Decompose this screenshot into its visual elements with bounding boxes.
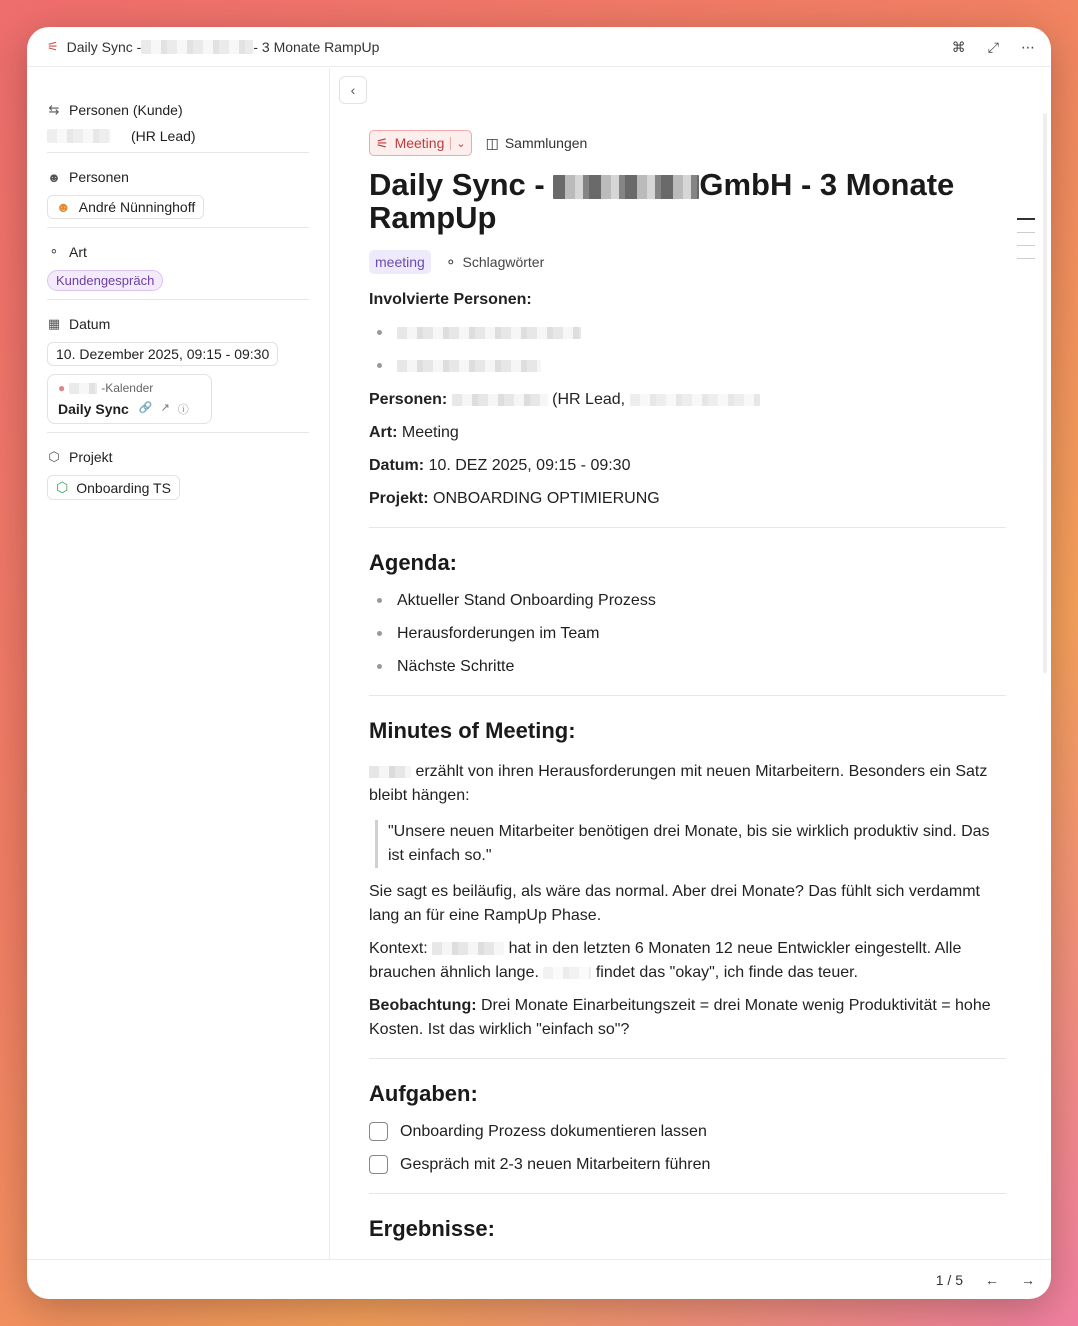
tasks-heading: Aufgaben: — [369, 1081, 478, 1106]
tags-label: Schlagwörter — [462, 254, 545, 270]
collections-label: Sammlungen — [504, 135, 588, 151]
field-value: 10. DEZ 2025, 09:15 - 09:30 — [428, 457, 631, 474]
calendar-event-card[interactable] — [47, 374, 212, 424]
link-icon[interactable]: 🔗 — [138, 402, 153, 414]
redacted-name — [630, 394, 760, 406]
paragraph-text: Drei Monate Einarbeitungszeit = drei Monate wenig Produktivität = hohe Kosten. Ist das wirklich "einfach so"? — [369, 997, 991, 1038]
cube-icon: ⬡ — [48, 449, 60, 464]
field-value: Meeting — [401, 424, 459, 441]
redacted-name — [141, 40, 253, 54]
divider — [369, 527, 1006, 528]
collapse-sidebar-button[interactable] — [339, 76, 367, 104]
prop-persons-customer — [47, 68, 309, 153]
expand-icon[interactable]: ⤢ — [987, 38, 999, 55]
footer-bar — [27, 1259, 1051, 1299]
list-item: Nächste Schritte — [369, 650, 1006, 683]
person-icon: ☻ — [56, 199, 71, 215]
redacted-name — [397, 327, 581, 339]
title-part: Daily Sync - — [369, 167, 554, 202]
info-icon[interactable]: ⓘ — [177, 404, 189, 416]
more-icon[interactable]: ⋯ — [1021, 38, 1035, 55]
redacted-name — [47, 129, 111, 143]
results-heading: Ergebnisse: — [369, 1216, 495, 1241]
divider — [369, 1058, 1006, 1059]
tag-icon: ⚬ — [444, 253, 457, 270]
observation-paragraph — [369, 994, 1006, 1042]
swap-icon: ⇆ — [48, 102, 60, 117]
paragraph-text: hat in den letzten 6 Monaten 12 neue Entwickler eingestellt. Alle brauchen ähnlich lange. — [369, 940, 962, 981]
tag-meeting[interactable]: meeting — [369, 250, 431, 274]
prop-label: Personen (Kunde) — [69, 102, 183, 118]
prop-label: Art — [69, 244, 87, 260]
field-label: Art: — [369, 424, 398, 441]
folder-icon: ◫ — [485, 134, 499, 151]
redacted-name — [452, 394, 548, 406]
calendar-source: -Kalender — [101, 381, 154, 395]
page-title[interactable] — [369, 168, 1006, 234]
persons-line — [369, 388, 1006, 412]
redacted-name — [69, 383, 97, 394]
paragraph-text: Kontext: — [369, 940, 433, 957]
task-item — [369, 1115, 1006, 1148]
field-value: ONBOARDING OPTIMIERUNG — [433, 490, 660, 507]
field-label: Personen: — [369, 391, 448, 408]
blockquote: "Unsere neuen Mitarbeiter benötigen drei Monate, bis sie wirklich produktiv sind. Das ist einfach so." — [375, 820, 1006, 868]
agenda-list — [369, 584, 1006, 683]
redacted-company — [553, 175, 699, 199]
note-window — [27, 27, 1051, 1299]
divider — [369, 695, 1006, 696]
prop-label: Personen — [69, 169, 129, 185]
project-name: Onboarding TS — [76, 479, 171, 496]
field-label: Projekt: — [369, 490, 429, 507]
collections-button[interactable] — [486, 135, 588, 152]
command-icon[interactable]: ⌘ — [951, 38, 966, 55]
task-item — [369, 1148, 1006, 1181]
prop-label: Projekt — [69, 449, 113, 465]
project-chip[interactable] — [47, 475, 180, 500]
date-field[interactable]: 10. Dezember 2025, 09:15 - 09:30 — [47, 342, 278, 366]
task-label: Onboarding Prozess dokumentieren lassen — [400, 1122, 707, 1140]
title-part: GmbH - 3 Monate — [699, 167, 955, 202]
person-chip[interactable] — [47, 195, 204, 219]
list-item — [369, 316, 1006, 349]
minutes-heading: Minutes of Meeting: — [369, 718, 576, 743]
divider — [369, 1193, 1006, 1194]
datum-line — [369, 454, 1006, 478]
window-title-prefix: Daily Sync - — [66, 38, 142, 55]
arrow-left-icon[interactable]: ← — [985, 1271, 999, 1288]
role-text: (HR Lead) — [131, 128, 196, 144]
redacted-name — [369, 766, 411, 778]
task-checkbox[interactable] — [369, 1122, 388, 1141]
calendar-icon: ▦ — [47, 316, 61, 331]
chevron-down-icon[interactable]: ⌄ — [450, 137, 470, 150]
properties-sidebar — [27, 68, 330, 1259]
field-label: Datum: — [369, 457, 425, 474]
field-value: (HR Lead, — [552, 391, 626, 408]
minutes-paragraph: Sie sagt es beiläufig, als wäre das normal. Aber drei Monate? Das fühlt sich verdammt lang an für eine RampUp Phase. — [369, 883, 980, 924]
art-line — [369, 421, 1006, 445]
prop-label: Datum — [69, 316, 111, 332]
document-content — [369, 130, 1006, 1242]
prop-type — [47, 228, 309, 300]
calendar-event-title: Daily Sync — [58, 401, 129, 417]
open-external-icon[interactable]: ↗ — [160, 402, 170, 414]
prop-value[interactable] — [47, 128, 309, 144]
outline-minimap[interactable] — [1017, 218, 1035, 259]
meeting-icon: ⚟ — [47, 38, 59, 54]
calendar-dot-icon: ● — [58, 381, 66, 395]
tags-button[interactable] — [445, 254, 544, 271]
redacted-name — [432, 942, 504, 955]
title-bar — [27, 27, 1051, 67]
tag-icon: ⚬ — [48, 244, 60, 259]
meeting-icon: ⚟ — [376, 134, 389, 151]
person-icon: ☻ — [47, 169, 61, 185]
arrow-right-icon[interactable]: → — [1021, 1271, 1035, 1288]
title-part: RampUp — [369, 200, 497, 235]
paragraph-text: findet das "okay", ich finde das teuer. — [595, 964, 858, 981]
prop-project — [47, 433, 309, 508]
redacted-name — [397, 360, 541, 372]
document-pane — [331, 68, 1051, 1259]
chevron-left-icon: ‹ — [350, 82, 356, 98]
prop-date — [47, 300, 309, 433]
person-name: André Nünninghoff — [78, 199, 196, 215]
pager: 1 / 5 — [935, 1271, 963, 1288]
list-item: Aktueller Stand Onboarding Prozess — [369, 584, 1006, 617]
minutes-paragraph — [369, 760, 1006, 808]
window-title-suffix: - 3 Monate RampUp — [253, 38, 380, 55]
involved-heading: Involvierte Personen: — [369, 291, 532, 308]
badge-label: Meeting — [394, 135, 445, 151]
prop-persons — [47, 153, 309, 228]
list-item — [369, 349, 1006, 382]
cube-icon: ⬡ — [56, 479, 69, 495]
task-label: Gespräch mit 2-3 neuen Mitarbeitern führen — [400, 1155, 711, 1173]
field-label: Beobachtung: — [369, 997, 477, 1014]
redacted-name — [543, 967, 591, 979]
list-item: Herausforderungen im Team — [369, 617, 1006, 650]
task-checkbox[interactable] — [369, 1155, 388, 1174]
paragraph-text: erzählt von ihren Herausforderungen mit neuen Mitarbeitern. Besonders ein Satz bleibt hängen: — [369, 763, 988, 804]
task-list — [369, 1115, 1006, 1181]
scrollbar[interactable] — [1043, 113, 1047, 673]
meeting-type-badge[interactable] — [369, 130, 472, 156]
agenda-heading: Agenda: — [369, 550, 457, 575]
context-paragraph — [369, 937, 1006, 985]
projekt-line — [369, 487, 1006, 511]
involved-list — [369, 316, 1006, 382]
type-pill[interactable]: Kundengespräch — [47, 270, 163, 291]
